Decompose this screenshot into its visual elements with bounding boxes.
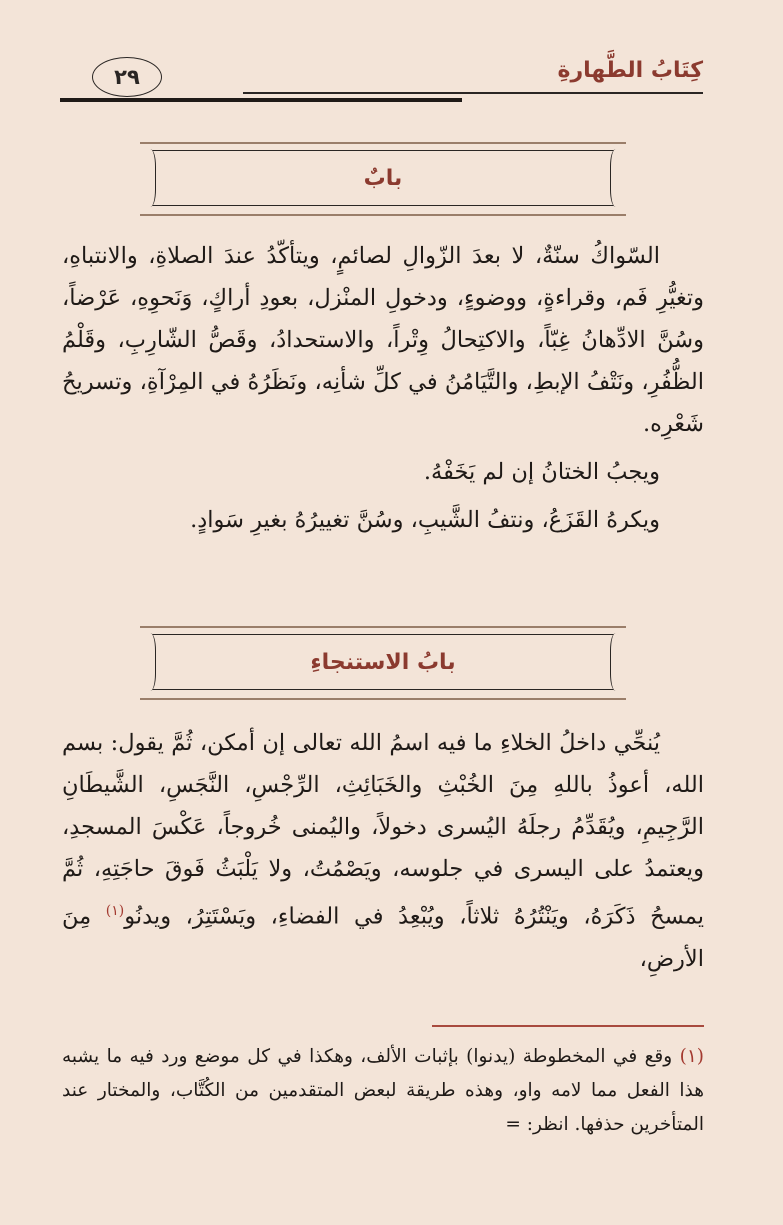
section-heading: بابٌ — [363, 165, 403, 191]
footnote — [62, 1040, 704, 1142]
section-heading: بابُ الاستنجاءِ — [310, 649, 456, 675]
paragraph-text: يُنحِّي داخلُ الخلاءِ ما فيه اسمُ الله تعالى إن أمكن، ثُمَّ يقول: بسم الله، أعوذُ باللهِ مِنَ الخُبْثِ والخَبَائِثِ، الرِّجْسِ، النَّجَسِ، الشَّيطَانِ الرَّجِيمِ، ويُقَدِّمُ رجلَهُ اليُسرى دخولاً، واليُمنى خُروجاً، عَكْسَ المسجدِ، ويعتمدُ على اليسرى في جلوسه، ويَصْمُتُ، ولا يَلْبَثُ فَوقَ حاجَتِهِ، ثُمَّ يمسحُ ذَكَرَهُ، ويَنْتُرُهُ ثلاثاً، ويُبْعِدُ في الفضاءِ، ويَسْتَتِرُ، ويدنُو — [62, 730, 704, 930]
frame-box — [146, 150, 620, 206]
frame-rule-bottom — [140, 698, 626, 700]
footnote-separator — [432, 1025, 704, 1027]
paragraph — [62, 722, 704, 980]
footnotes — [62, 1040, 704, 1142]
frame-rule-top — [140, 142, 626, 144]
section-heading-frame — [140, 142, 626, 222]
paragraph-text: مِنَ الأرضِ، — [62, 903, 704, 972]
paragraph: السّواكُ سنّةٌ، لا بعدَ الزّوالِ لصائمٍ، ويتأكّدُ عندَ الصلاةِ، والانتباهِ، وتغيُّرِ فَم، وقراءةٍ، ووضوءٍ، ودخولِ المنْزل، بعودِ أراكٍ، وَنَحوِهِ، عَرْضاً، وسُنَّ الادِّهانُ غِبّاً، والاكتِحالُ وِتْراً، والاستحدادُ، وقَصُّ الشّارِبِ، وقَلْمُ الظُّفُرِ، ونَتْفُ الإبطِ، والتَّيَامُنُ في كلِّ شأنِه، ونَظَرُهُ في المِرْآةِ، وتسريحُ شَعْرِه. — [62, 243, 704, 437]
paragraph: ويكرهُ القَزَعُ، ونتفُ الشَّيبِ، وسُنَّ تغييرُهُ بغيرِ سَوادٍ. — [190, 507, 660, 533]
paragraph: ويجبُ الختانُ إن لم يَخَفْهُ. — [423, 459, 660, 485]
frame-box — [146, 634, 620, 690]
footnote-text: وقع في المخطوطة (يدنوا) بإثبات الألف، وهكذا في كل موضع ورد فيه ما يشبه هذا الفعل مما لامه واو، وهذه طريقة لبعض المتقدمين من الكُتَّاب، والمختار عند المتأخرين حذفها. انظر: = — [62, 1046, 704, 1135]
frame-rule-top — [140, 626, 626, 628]
running-head: كِتَابُ الطَّهارةِ — [557, 58, 703, 83]
frame-rule-bottom — [140, 214, 626, 216]
header-rule-thick — [60, 98, 462, 102]
page-number: ٢٩ — [92, 57, 162, 97]
section-heading-frame — [140, 626, 626, 706]
footnote-reference[interactable]: (١) — [105, 903, 125, 919]
header-rule-thin — [243, 92, 703, 94]
section-body — [62, 235, 704, 541]
section-body — [62, 722, 704, 980]
footnote-number: (١) — [679, 1046, 704, 1067]
